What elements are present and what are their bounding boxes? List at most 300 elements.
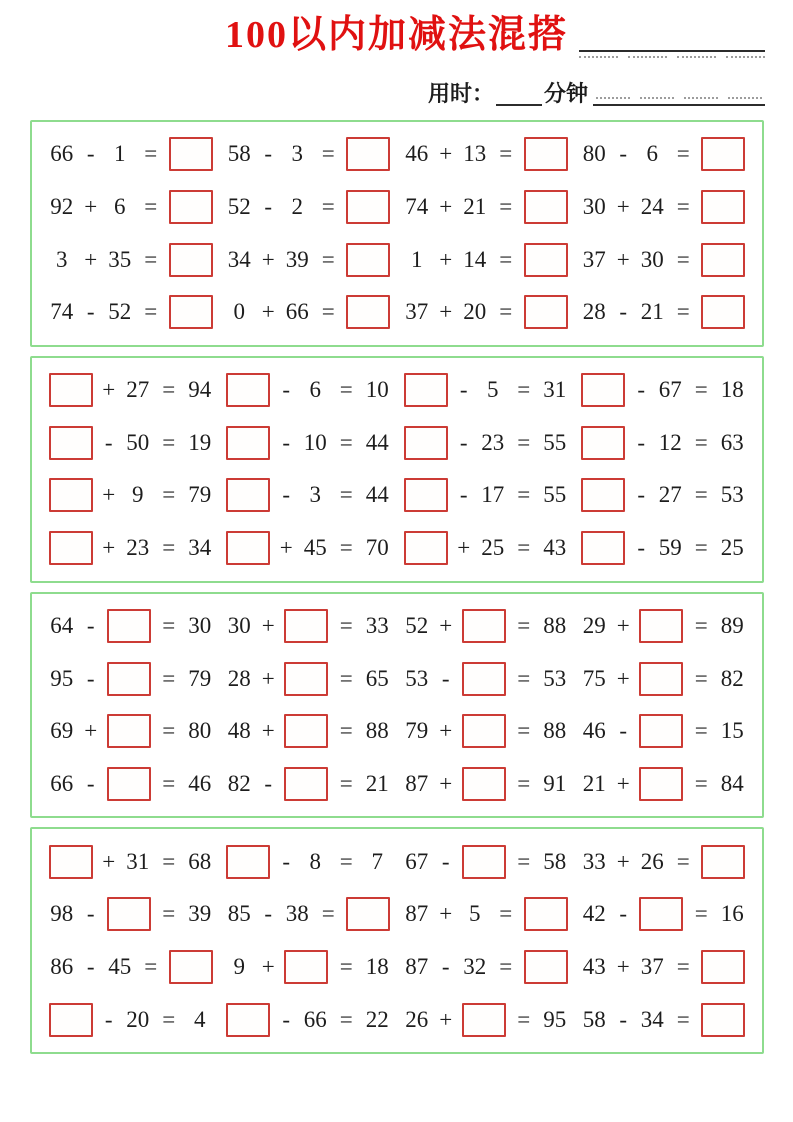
answer-box[interactable]	[107, 767, 151, 801]
math-problem	[42, 950, 220, 984]
result: 95	[543, 1006, 567, 1032]
operator: +	[439, 612, 453, 638]
operand-2: 35	[108, 246, 132, 272]
result: 82	[720, 665, 744, 691]
answer-box[interactable]	[639, 897, 683, 931]
operand-1: 53	[405, 665, 429, 691]
result: 18	[365, 953, 389, 979]
operator: -	[86, 901, 95, 927]
operand-2: 23	[481, 429, 505, 455]
result: 94	[188, 377, 212, 403]
answer-box[interactable]	[284, 767, 328, 801]
equals-sign: =	[694, 482, 708, 508]
answer-box[interactable]	[284, 609, 328, 643]
equals-sign: =	[517, 848, 531, 874]
equals-sign: =	[162, 429, 176, 455]
operator: +	[102, 535, 116, 561]
answer-box[interactable]	[284, 662, 328, 696]
equals-sign: =	[339, 482, 353, 508]
equals-sign: =	[162, 1006, 176, 1032]
operator: +	[616, 612, 630, 638]
page-title: 100以内加减法混搭	[224, 14, 568, 56]
operator: +	[84, 194, 98, 220]
operand-1: 9	[233, 953, 245, 979]
operator: -	[282, 482, 291, 508]
operator: +	[261, 718, 275, 744]
operand-2: 31	[126, 848, 150, 874]
math-problem	[220, 243, 398, 277]
answer-box[interactable]	[49, 478, 93, 512]
operand-2: 3	[309, 482, 321, 508]
equals-sign: =	[676, 953, 690, 979]
time-blank-line[interactable]	[496, 82, 542, 106]
operand-2: 8	[309, 848, 321, 874]
operand-2: 14	[463, 246, 487, 272]
answer-box[interactable]	[581, 373, 625, 407]
math-problem	[575, 714, 753, 748]
math-problem	[575, 426, 753, 460]
operator: +	[616, 246, 630, 272]
math-problem	[397, 714, 575, 748]
result: 25	[720, 535, 744, 561]
math-problem	[220, 609, 398, 643]
answer-box[interactable]	[701, 137, 745, 171]
operand-2: 5	[487, 377, 499, 403]
result: 80	[188, 718, 212, 744]
operand-1: 82	[227, 770, 251, 796]
result: 79	[188, 482, 212, 508]
math-problem	[575, 845, 753, 879]
answer-box[interactable]	[169, 243, 213, 277]
answer-box[interactable]	[524, 295, 568, 329]
operator: +	[439, 141, 453, 167]
operand-1: 34	[227, 246, 251, 272]
equals-sign: =	[339, 953, 353, 979]
result: 58	[543, 848, 567, 874]
result: 21	[365, 770, 389, 796]
equals-sign: =	[339, 718, 353, 744]
answer-box[interactable]	[524, 950, 568, 984]
operand-2: 59	[658, 535, 682, 561]
math-problem	[220, 897, 398, 931]
operand-2: 20	[126, 1006, 150, 1032]
math-problem	[42, 767, 220, 801]
answer-box[interactable]	[701, 1003, 745, 1037]
operand-1: 28	[582, 299, 606, 325]
math-problem	[397, 845, 575, 879]
answer-box[interactable]	[169, 950, 213, 984]
math-problem	[220, 478, 398, 512]
operator: -	[441, 953, 450, 979]
operand-2: 21	[640, 299, 664, 325]
operator: -	[264, 194, 273, 220]
math-problem	[42, 295, 220, 329]
answer-box[interactable]	[169, 295, 213, 329]
answer-box[interactable]	[701, 950, 745, 984]
answer-box[interactable]	[524, 190, 568, 224]
problem-section-4	[30, 827, 764, 1054]
operator: +	[102, 377, 116, 403]
result: 91	[543, 770, 567, 796]
math-problem	[42, 845, 220, 879]
operand-1: 87	[405, 901, 429, 927]
answer-box[interactable]	[284, 950, 328, 984]
equals-sign: =	[162, 848, 176, 874]
operator: +	[616, 770, 630, 796]
operator: +	[84, 246, 98, 272]
math-problem	[575, 478, 753, 512]
answer-box[interactable]	[169, 190, 213, 224]
math-problem	[42, 373, 220, 407]
answer-box[interactable]	[462, 714, 506, 748]
answer-box[interactable]	[581, 531, 625, 565]
operator: -	[619, 141, 628, 167]
name-underline	[579, 50, 765, 52]
math-problem	[220, 531, 398, 565]
math-problem	[220, 662, 398, 696]
equals-sign: =	[144, 141, 158, 167]
math-problem	[397, 897, 575, 931]
operator: -	[282, 377, 291, 403]
operand-2: 39	[285, 246, 309, 272]
math-problem	[575, 950, 753, 984]
operand-1: 3	[56, 246, 68, 272]
answer-box[interactable]	[346, 243, 390, 277]
math-problem	[397, 295, 575, 329]
operand-2: 13	[463, 141, 487, 167]
operand-2: 3	[291, 141, 303, 167]
operand-2: 24	[640, 194, 664, 220]
answer-box[interactable]	[639, 767, 683, 801]
equals-sign: =	[517, 665, 531, 691]
math-problem	[42, 897, 220, 931]
operand-2: 45	[303, 535, 327, 561]
math-problem	[575, 373, 753, 407]
math-problem	[397, 531, 575, 565]
result: 39	[188, 901, 212, 927]
answer-box[interactable]	[581, 426, 625, 460]
answer-box[interactable]	[226, 1003, 270, 1037]
operator: -	[637, 482, 646, 508]
equals-sign: =	[162, 901, 176, 927]
operand-2: 50	[126, 429, 150, 455]
math-problem	[220, 1003, 398, 1037]
result: 55	[543, 429, 567, 455]
operator: -	[86, 665, 95, 691]
math-problem	[397, 950, 575, 984]
answer-box[interactable]	[346, 295, 390, 329]
equals-sign: =	[321, 299, 335, 325]
answer-box[interactable]	[639, 714, 683, 748]
equals-sign: =	[694, 612, 708, 638]
answer-box[interactable]	[49, 373, 93, 407]
operator: -	[441, 665, 450, 691]
equals-sign: =	[517, 718, 531, 744]
operator: +	[616, 953, 630, 979]
math-problem	[220, 767, 398, 801]
operand-2: 12	[658, 429, 682, 455]
operator: +	[279, 535, 293, 561]
answer-box[interactable]	[701, 243, 745, 277]
math-problem	[397, 243, 575, 277]
operand-2: 5	[469, 901, 481, 927]
operator: -	[104, 1006, 113, 1032]
answer-box[interactable]	[226, 426, 270, 460]
result: 10	[365, 377, 389, 403]
operand-1: 79	[405, 718, 429, 744]
result: 53	[543, 665, 567, 691]
equals-sign: =	[144, 194, 158, 220]
answer-box[interactable]	[49, 1003, 93, 1037]
math-problem	[42, 137, 220, 171]
operand-2: 26	[640, 848, 664, 874]
math-problem	[397, 1003, 575, 1037]
operand-1: 29	[582, 612, 606, 638]
answer-box[interactable]	[169, 137, 213, 171]
equals-sign: =	[499, 194, 513, 220]
operand-2: 9	[132, 482, 144, 508]
result: 55	[543, 482, 567, 508]
answer-box[interactable]	[524, 897, 568, 931]
math-problem	[42, 662, 220, 696]
operand-1: 74	[405, 194, 429, 220]
operand-2: 66	[303, 1006, 327, 1032]
operand-2: 23	[126, 535, 150, 561]
operator: -	[86, 141, 95, 167]
operand-2: 67	[658, 377, 682, 403]
equals-sign: =	[162, 665, 176, 691]
operator: -	[282, 848, 291, 874]
math-problem	[575, 531, 753, 565]
answer-box[interactable]	[107, 714, 151, 748]
answer-box[interactable]	[226, 373, 270, 407]
answer-box[interactable]	[107, 609, 151, 643]
math-problem	[575, 295, 753, 329]
equals-sign: =	[321, 246, 335, 272]
problem-section-2	[30, 356, 764, 583]
equals-sign: =	[517, 1006, 531, 1032]
operand-1: 26	[405, 1006, 429, 1032]
answer-box[interactable]	[107, 662, 151, 696]
operand-1: 21	[582, 770, 606, 796]
math-problem	[575, 897, 753, 931]
equals-sign: =	[162, 377, 176, 403]
answer-box[interactable]	[284, 714, 328, 748]
equals-sign: =	[499, 246, 513, 272]
operand-1: 66	[50, 141, 74, 167]
equals-sign: =	[676, 246, 690, 272]
operator: -	[637, 377, 646, 403]
equals-sign: =	[321, 194, 335, 220]
equals-sign: =	[517, 535, 531, 561]
math-problem	[220, 190, 398, 224]
equals-sign: =	[162, 612, 176, 638]
math-problem	[397, 609, 575, 643]
math-problem	[397, 767, 575, 801]
operand-1: 87	[405, 953, 429, 979]
operand-1: 66	[50, 770, 74, 796]
operand-1: 0	[233, 299, 245, 325]
answer-box[interactable]	[226, 478, 270, 512]
equals-sign: =	[499, 141, 513, 167]
operator: -	[86, 299, 95, 325]
math-problem	[397, 662, 575, 696]
operand-2: 1	[114, 141, 126, 167]
operand-2: 38	[285, 901, 309, 927]
operand-2: 10	[303, 429, 327, 455]
operand-2: 27	[658, 482, 682, 508]
answer-box[interactable]	[524, 243, 568, 277]
operand-1: 69	[50, 718, 74, 744]
equals-sign: =	[499, 953, 513, 979]
answer-box[interactable]	[639, 609, 683, 643]
answer-box[interactable]	[404, 478, 448, 512]
answer-box[interactable]	[346, 897, 390, 931]
operator: -	[282, 1006, 291, 1032]
operator: +	[439, 194, 453, 220]
equals-sign: =	[676, 141, 690, 167]
operator: -	[86, 953, 95, 979]
equals-sign: =	[517, 377, 531, 403]
math-problem	[397, 137, 575, 171]
equals-sign: =	[517, 770, 531, 796]
operand-2: 34	[640, 1006, 664, 1032]
equals-sign: =	[321, 901, 335, 927]
answer-box[interactable]	[49, 426, 93, 460]
result: 65	[365, 665, 389, 691]
answer-box[interactable]	[462, 767, 506, 801]
operand-2: 2	[291, 194, 303, 220]
operand-1: 42	[582, 901, 606, 927]
equals-sign: =	[339, 770, 353, 796]
operand-1: 37	[582, 246, 606, 272]
operand-1: 85	[227, 901, 251, 927]
equals-sign: =	[339, 377, 353, 403]
operand-1: 74	[50, 299, 74, 325]
operator: -	[264, 901, 273, 927]
math-problem	[575, 662, 753, 696]
answer-box[interactable]	[346, 137, 390, 171]
equals-sign: =	[499, 299, 513, 325]
answer-box[interactable]	[701, 295, 745, 329]
title-row	[0, 0, 793, 68]
operand-1: 33	[582, 848, 606, 874]
result: 88	[543, 718, 567, 744]
result: 88	[543, 612, 567, 638]
math-problem	[42, 190, 220, 224]
equals-sign: =	[162, 770, 176, 796]
operator: -	[637, 535, 646, 561]
math-problem	[42, 478, 220, 512]
answer-box[interactable]	[226, 531, 270, 565]
answer-box[interactable]	[701, 845, 745, 879]
operand-1: 58	[227, 141, 251, 167]
operand-2: 37	[640, 953, 664, 979]
operand-1: 30	[227, 612, 251, 638]
answer-box[interactable]	[701, 190, 745, 224]
operand-2: 25	[481, 535, 505, 561]
result: 84	[720, 770, 744, 796]
answer-box[interactable]	[226, 845, 270, 879]
operand-1: 92	[50, 194, 74, 220]
answer-box[interactable]	[404, 373, 448, 407]
result: 31	[543, 377, 567, 403]
math-problem	[42, 243, 220, 277]
math-problem	[397, 478, 575, 512]
math-problem	[397, 190, 575, 224]
operator: -	[637, 429, 646, 455]
math-problem	[575, 767, 753, 801]
operator: -	[104, 429, 113, 455]
equals-sign: =	[694, 665, 708, 691]
answer-box[interactable]	[107, 897, 151, 931]
equals-sign: =	[676, 194, 690, 220]
operator: -	[86, 612, 95, 638]
answer-box[interactable]	[581, 478, 625, 512]
math-problem	[220, 845, 398, 879]
equals-sign: =	[144, 299, 158, 325]
math-problem	[220, 426, 398, 460]
operand-2: 17	[481, 482, 505, 508]
operand-1: 98	[50, 901, 74, 927]
dotted-guide	[579, 56, 765, 58]
answer-box[interactable]	[49, 845, 93, 879]
equals-sign: =	[162, 718, 176, 744]
header	[0, 0, 793, 106]
equals-sign: =	[676, 848, 690, 874]
answer-box[interactable]	[462, 845, 506, 879]
operand-1: 48	[227, 718, 251, 744]
operand-2: 6	[309, 377, 321, 403]
equals-sign: =	[676, 1006, 690, 1032]
name-blank-line[interactable]	[579, 50, 765, 58]
result: 33	[365, 612, 389, 638]
result: 7	[371, 848, 383, 874]
problem-section-1	[30, 120, 764, 347]
answer-box[interactable]	[639, 662, 683, 696]
math-problem	[220, 373, 398, 407]
equals-sign: =	[694, 770, 708, 796]
answer-box[interactable]	[462, 662, 506, 696]
operand-1: 64	[50, 612, 74, 638]
answer-box[interactable]	[404, 531, 448, 565]
operator: -	[619, 901, 628, 927]
equals-sign: =	[162, 482, 176, 508]
operator: -	[86, 770, 95, 796]
time-guide-line[interactable]	[593, 97, 765, 106]
result: 53	[720, 482, 744, 508]
result: 4	[194, 1006, 206, 1032]
problem-section-3	[30, 592, 764, 819]
answer-box[interactable]	[49, 531, 93, 565]
math-problem	[575, 243, 753, 277]
operand-1: 28	[227, 665, 251, 691]
equals-sign: =	[517, 429, 531, 455]
answer-box[interactable]	[346, 190, 390, 224]
answer-box[interactable]	[462, 1003, 506, 1037]
result: 15	[720, 718, 744, 744]
operator: +	[84, 718, 98, 744]
equals-sign: =	[339, 665, 353, 691]
result: 19	[188, 429, 212, 455]
answer-box[interactable]	[462, 609, 506, 643]
math-problem	[220, 714, 398, 748]
answer-box[interactable]	[404, 426, 448, 460]
answer-box[interactable]	[524, 137, 568, 171]
math-problem	[575, 1003, 753, 1037]
result: 34	[188, 535, 212, 561]
result: 44	[365, 482, 389, 508]
